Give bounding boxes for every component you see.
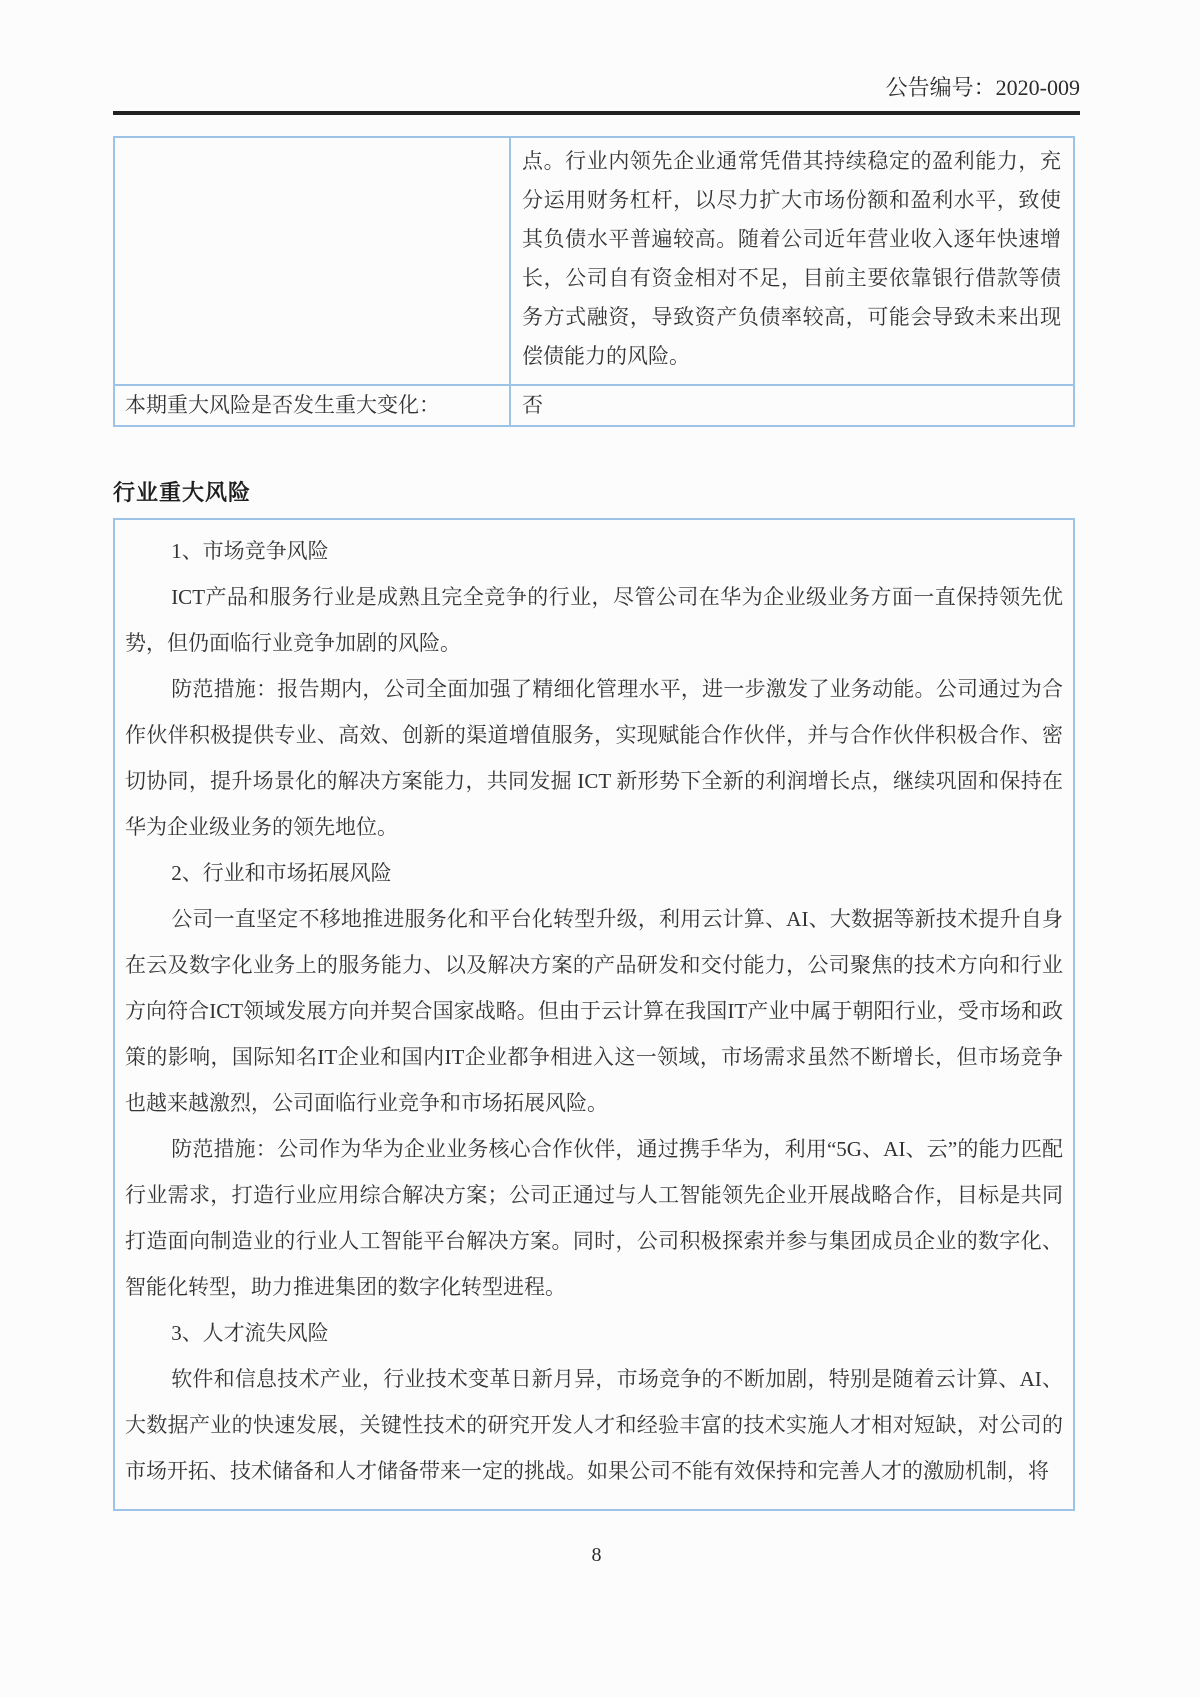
table-row-risk-change [114,385,1074,426]
risk-item-1-title: 1、市场竞争风险 [171,539,329,563]
risk-item-2-measure: 防范措施：公司作为华为企业业务核心合作伙伴，通过携手华为，利用“5G、AI、云”的能力匹配行业需求，打造行业应用综合解决方案；公司正通过与人工智能领先企业开展战略合作，目标是共同打造面向制造业的行业人工智能平台解决方案。同时，公司积极探索并参与集团成员企业的数字化、智能化转型，助力推进集团的数字化转型进程。 [125,1137,1063,1299]
risk-item-2-body: 公司一直坚定不移地推进服务化和平台化转型升级，利用云计算、AI、大数据等新技术提升自身在云及数字化业务上的服务能力、以及解决方案的产品研发和交付能力，公司聚焦的技术方向和行业方向符合ICT领域发展方向并契合国家战略。但由于云计算在我国IT产业中属于朝阳行业，受市场和政策的影响，国际知名IT企业和国内IT企业都争相进入这一领域，市场需求虽然不断增长，但市场竞争也越来越激烈，公司面临行业竞争和市场拓展风险。 [125,907,1063,1115]
risk-change-value-cell: 否 [510,385,1074,426]
risk-item-1-body: ICT产品和服务行业是成熟且完全竞争的行业，尽管公司在华为企业级业务方面一直保持领先优势，但仍面临行业竞争加剧的风险。 [125,585,1063,655]
risk-row-label-cell [114,137,510,385]
risk-item-1-measure: 防范措施：报告期内，公司全面加强了精细化管理水平，进一步激发了业务动能。公司通过为合作伙伴积极提供专业、高效、创新的渠道增值服务，实现赋能合作伙伴，并与合作伙伴积极合作、密切协同，提升场景化的解决方案能力，共同发掘 ICT 新形势下全新的利润增长点，继续巩固和保持在华为企业级业务的领先地位。 [125,677,1063,839]
risk-change-label-cell: 本期重大风险是否发生重大变化： [114,385,510,426]
page-content [113,0,1080,1511]
page-number: 8 [591,1544,602,1566]
risk-item-2-title: 2、行业和市场拓展风险 [171,861,392,885]
industry-risk-box [113,518,1075,1511]
document-header [113,0,1080,102]
risk-item-3-title: 3、人才流失风险 [171,1321,329,1345]
risk-row-value-cell: 点。行业内领先企业通常凭借其持续稳定的盈利能力，充分运用财务杠杆，以尽力扩大市场份额和盈利水平，致使其负债水平普遍较高。随着公司近年营业收入逐年快速增长，公司自有资金相对不足，目前主要依靠银行借款等债务方式融资，导致资产负债率较高，可能会导致未来出现偿债能力的风险。 [510,137,1074,385]
risk-change-table [113,136,1075,427]
table-row-risk-continuation [114,137,1074,385]
section-title: 行业重大风险 [113,480,252,505]
header-rule [113,111,1080,115]
risk-item-3-body: 软件和信息技术产业，行业技术变革日新月异，市场竞争的不断加剧，特别是随着云计算、AI、大数据产业的快速发展，关键性技术的研究开发人才和经验丰富的技术实施人才相对短缺，对公司的市场开拓、技术储备和人才储备带来一定的挑战。如果公司不能有效保持和完善人才的激励机制，将 [125,1367,1063,1483]
page-footer [113,1544,1080,1567]
announcement-number: 公告编号：2020-009 [885,75,1080,100]
